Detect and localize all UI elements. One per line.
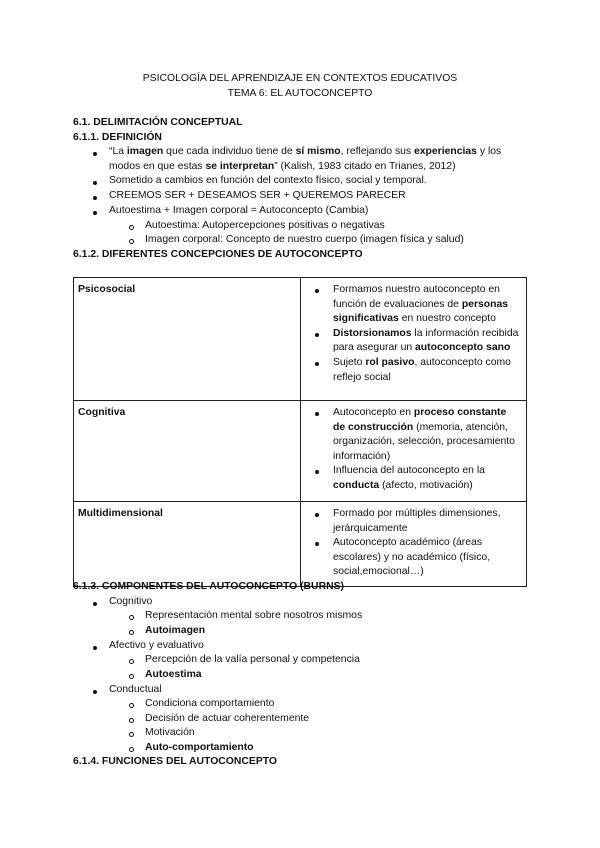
document-title: PSICOLOGÍA DEL APRENDIZAJE EN CONTEXTOS EDUCATIVOS — [142, 73, 458, 84]
circle-bullet-icon — [129, 718, 134, 723]
bullet-icon — [315, 289, 319, 293]
component-cognitivo-detail: Representación mental sobre nosotros mismos — [145, 610, 363, 621]
table-row — [74, 502, 527, 587]
bullet-icon — [315, 470, 319, 474]
circle-bullet-icon — [129, 703, 134, 708]
list-item: Autoconcepto en proceso constante de construcción (memoria, atención, organización, selección, procesamiento información) — [305, 406, 520, 464]
bullet-icon — [93, 646, 97, 650]
table-cell-label: Cognitiva — [74, 401, 301, 502]
table-cell-content — [301, 401, 527, 502]
bullet-icon — [315, 542, 319, 546]
circle-bullet-icon — [129, 225, 134, 230]
table-row — [74, 401, 527, 502]
list-item: Autoconcepto académico (áreas escolares) y no académico (físico, social,emocional…) — [305, 536, 520, 580]
bullet-icon — [315, 412, 319, 416]
component-conductual-detail-3: Motivación — [145, 727, 195, 738]
circle-bullet-icon — [129, 659, 134, 664]
list-item: Formado por múltiples dimensiones, jerárquicamente — [305, 507, 520, 536]
list-item: Distorsionamos la información recibida para asegurar un autoconcepto sano — [305, 327, 520, 356]
section-heading-6-1-1: 6.1.1. DEFINICIÓN — [73, 132, 162, 143]
bullet-icon — [93, 690, 97, 694]
component-conductual-detail-2: Decisión de actuar coherentemente — [145, 713, 310, 724]
definition-bullet-context: Sometido a cambios en función del contexto físico, social y temporal. — [109, 175, 427, 186]
list-item: Sujeto rol pasivo, autoconcepto como reflejo social — [305, 356, 520, 385]
bullet-icon — [93, 181, 97, 185]
section-heading-6-1-3: 6.1.3. COMPONENTES DEL AUTOCONCEPTO (BURNS) — [73, 581, 344, 592]
table-cell-content — [301, 502, 527, 587]
definition-bullet-formula: CREEMOS SER + DESEAMOS SER + QUEREMOS PARECER — [109, 190, 406, 201]
circle-bullet-icon — [129, 732, 134, 737]
circle-bullet-icon — [129, 747, 134, 752]
component-afectivo-term: Autoestima — [145, 669, 202, 680]
bullet-icon — [315, 333, 319, 337]
table-cell-content — [301, 278, 527, 401]
list-item: Influencia del autoconcepto en la conducta (afecto, motivación) — [305, 464, 520, 493]
component-cognitivo-term: Autoimagen — [145, 625, 206, 636]
circle-bullet-icon — [129, 239, 134, 244]
circle-bullet-icon — [129, 674, 134, 679]
bullet-icon — [93, 602, 97, 606]
section-heading-6-1: 6.1. DELIMITACIÓN CONCEPTUAL — [73, 117, 243, 128]
component-afectivo-detail: Percepción de la valía personal y competencia — [145, 654, 360, 665]
table-cell-label: Multidimensional — [74, 502, 301, 587]
bullet-icon — [93, 152, 97, 156]
component-cognitivo: Cognitivo — [109, 596, 153, 607]
table-row — [74, 278, 527, 401]
circle-bullet-icon — [129, 615, 134, 620]
list-item: Formamos nuestro autoconcepto en función de evaluaciones de personas significativas en nuestro concepto — [305, 283, 520, 327]
sub-bullet-autoestima: Autoestima: Autopercepciones positivas o negativas — [145, 220, 385, 231]
component-conductual-detail-1: Condiciona comportamiento — [145, 698, 275, 709]
document-subtitle: TEMA 6: EL AUTOCONCEPTO — [227, 88, 373, 99]
section-heading-6-1-4: 6.1.4. FUNCIONES DEL AUTOCONCEPTO — [73, 756, 278, 767]
definition-quote: “La imagen que cada individuo tiene de sí mismo, reflejando sus experiencias y los modos en que estas se interpretan” (Kalish, 1983 citado en Trianes, 2012) — [109, 146, 502, 172]
sub-bullet-imagen-corporal: Imagen corporal: Concepto de nuestro cuerpo (imagen física y salud) — [145, 234, 464, 245]
definition-bullet-equation: Autoestima + Imagen corporal = Autoconcepto (Cambia) — [109, 205, 369, 216]
bullet-icon — [93, 196, 97, 200]
bullet-icon — [315, 513, 319, 517]
component-afectivo: Afectivo y evaluativo — [109, 640, 204, 651]
bullet-icon — [93, 211, 97, 215]
component-conductual: Conductual — [109, 684, 162, 695]
section-heading-6-1-2: 6.1.2. DIFERENTES CONCEPCIONES DE AUTOCONCEPTO — [73, 249, 363, 260]
concepts-table — [73, 277, 527, 587]
table-cell-label: Psicosocial — [74, 278, 301, 401]
bullet-icon — [315, 362, 319, 366]
component-conductual-term: Auto-comportamiento — [145, 742, 254, 753]
circle-bullet-icon — [129, 630, 134, 635]
